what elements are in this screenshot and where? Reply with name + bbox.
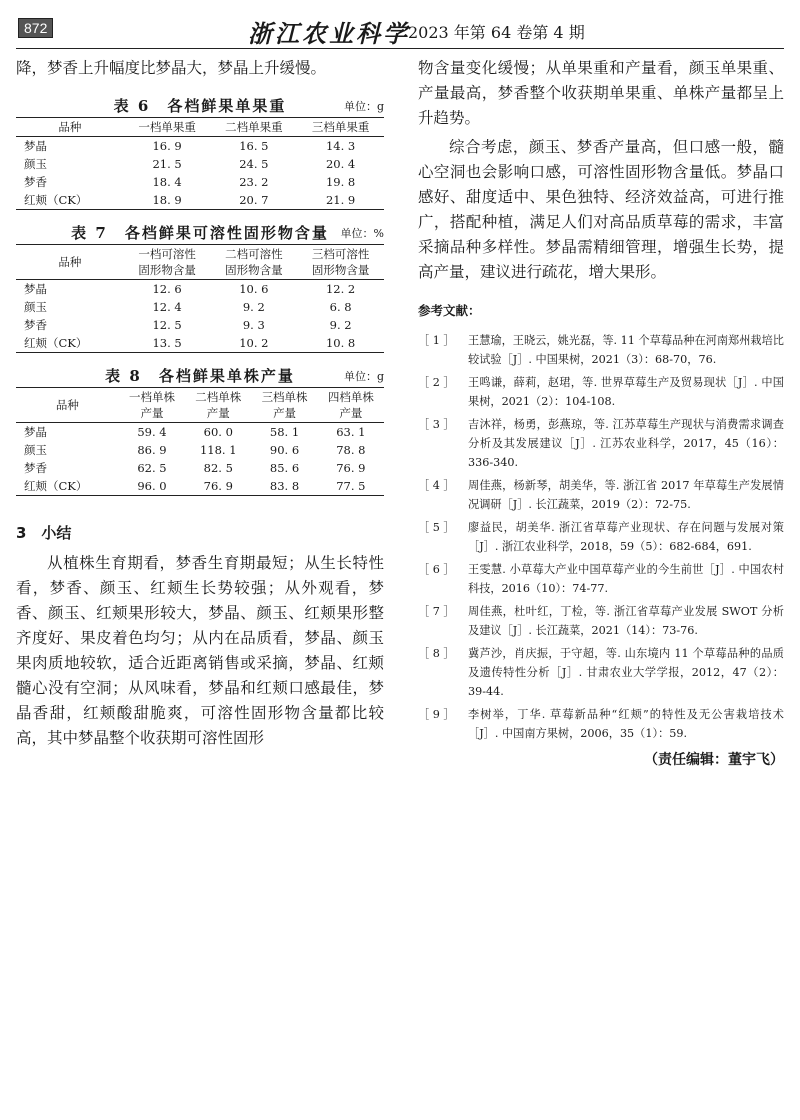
column-header: 四档单株 产量	[318, 388, 384, 423]
table8-title: 表 8 各档鲜果单株产量	[105, 367, 295, 385]
issue-info: 2023 年第 64 卷第 4 期	[408, 23, 585, 42]
reference-text: 王慧瑜，王晓云，姚光磊，等. 11 个草莓品种在河南郑州栽培比较试验［J］. 中国果树，2021（3）：68-70，76.	[468, 334, 784, 366]
variety-cell: 颜玉	[24, 300, 47, 314]
reference-item	[418, 476, 784, 514]
value-cell: 82. 5	[203, 461, 233, 475]
table-row	[16, 441, 384, 459]
references-title: 参考文献：	[418, 303, 481, 318]
value-cell: 18. 9	[152, 193, 182, 207]
reference-item	[418, 644, 784, 701]
table7	[16, 244, 384, 353]
column-header: 三档单株 产量	[251, 388, 317, 423]
right-column	[418, 56, 784, 769]
reference-number: ［ 7 ］	[418, 605, 455, 618]
value-cell: 83. 8	[269, 479, 300, 493]
reference-item	[418, 415, 784, 472]
column-header: 三档可溶性 固形物含量	[297, 245, 384, 280]
table-row	[16, 459, 384, 477]
reference-text: 周佳燕，杨新琴，胡美华，等. 浙江省 2017 年草莓生产发展情况调研［J］. 长江蔬菜，2019（2）：72-75.	[468, 479, 784, 511]
reference-text: 周佳燕，杜叶红，丁检，等. 浙江省草莓产业发展 SWOT 分析及建议［J］. 长江蔬菜，2021（14）：73-76.	[468, 605, 784, 637]
reference-item	[418, 331, 784, 369]
reference-item	[418, 705, 784, 743]
left-column	[16, 56, 384, 751]
column-header: 三档单果重	[297, 118, 384, 137]
reference-item	[418, 518, 784, 556]
value-cell: 19. 8	[325, 175, 356, 189]
table8-unit: 单位：g	[343, 370, 384, 383]
reference-item	[418, 373, 784, 411]
value-cell: 24. 5	[239, 157, 269, 171]
table-row	[16, 280, 384, 299]
table7-caption	[16, 222, 384, 244]
conclusion-text: 从植株生育期看，梦香生育期最短；从生长特性看，梦香、颜玉、红颊生长势较强；从外观看，梦香、颜玉、红颊果形较大，梦晶、颜玉、红颊果形整齐度好、果皮着色均匀；从内在品质看，梦晶、颜玉果肉质地较软，适合近距离销售或采摘，梦晶、红颊髓心没有空洞；从风味看，梦晶和红颊口感最佳，梦晶香甜，红颊酸甜脆爽，可溶性固形物含量都比较高，其中梦晶整个收获期可溶性固形	[16, 554, 384, 747]
value-cell: 12. 4	[152, 300, 182, 314]
value-cell: 20. 7	[239, 193, 269, 207]
variety-cell: 红颊（CK）	[24, 336, 88, 350]
references-list	[418, 331, 784, 743]
table-row	[16, 173, 384, 191]
value-cell: 12. 6	[152, 282, 182, 296]
column-header: 二档单果重	[210, 118, 297, 137]
reference-number: ［ 1 ］	[418, 334, 455, 347]
value-cell: 10. 6	[239, 282, 269, 296]
value-cell: 78. 8	[336, 443, 366, 457]
reference-number: ［ 8 ］	[418, 647, 455, 660]
value-cell: 12. 5	[152, 318, 182, 332]
column-header: 二档单株 产量	[185, 388, 251, 423]
reference-text: 吉沐祥，杨勇，彭燕琼，等. 江苏草莓生产现状与消费需求调查分析及其发展建议［J］. 江苏农业科学，2017，45（16）：336-340.	[468, 418, 784, 469]
table7-title: 表 7 各档鲜果可溶性固形物含量	[71, 224, 329, 242]
right-para-2: 综合考虑，颜玉、梦香产量高，但口感一般，髓心空洞也会影响口感，可溶性固形物含量低。梦晶口感好、甜度适中、果色独特、经济效益高，可进行推广，搭配种植，满足人们对高品质草莓的需求，丰富采摘品种多样性。梦晶需精细管理，增强生长势，提高产量，建议进行疏花，增大果形。	[418, 138, 784, 281]
value-cell: 9. 2	[329, 318, 352, 332]
value-cell: 23. 2	[239, 175, 269, 189]
variety-cell: 梦晶	[24, 139, 47, 153]
value-cell: 85. 6	[269, 461, 300, 475]
reference-number: ［ 4 ］	[418, 479, 455, 492]
page-header	[16, 14, 784, 49]
value-cell: 63. 1	[336, 425, 366, 439]
reference-number: ［ 9 ］	[418, 708, 455, 721]
table6-unit: 单位：g	[343, 100, 384, 113]
value-cell: 86. 9	[137, 443, 167, 457]
value-cell: 10. 8	[325, 336, 356, 350]
reference-text: 廖益民，胡美华. 浙江省草莓产业现状、存在问题与发展对策［J］. 浙江农业科学，2018，59（5）：682-684，691.	[468, 521, 784, 553]
value-cell: 6. 8	[329, 300, 352, 314]
table-row	[16, 423, 384, 442]
variety-cell: 颜玉	[24, 157, 47, 171]
table-row	[16, 191, 384, 210]
column-header: 品种	[16, 118, 124, 137]
table-row	[16, 334, 384, 353]
value-cell: 118. 1	[199, 443, 237, 457]
value-cell: 10. 2	[239, 336, 269, 350]
table6	[16, 117, 384, 210]
value-cell: 59. 4	[137, 425, 167, 439]
reference-number: ［ 5 ］	[418, 521, 455, 534]
table6-title: 表 6 各档鲜果单果重	[113, 97, 287, 115]
reference-number: ［ 6 ］	[418, 563, 455, 576]
column-header: 一档单株 产量	[119, 388, 185, 423]
value-cell: 20. 4	[325, 157, 356, 171]
value-cell: 18. 4	[152, 175, 182, 189]
column-header: 品种	[16, 388, 119, 423]
value-cell: 21. 9	[325, 193, 356, 207]
reference-text: 王雯慧. 小草莓大产业中国草莓产业的今生前世［J］. 中国农村科技，2016（10）：74-77.	[468, 563, 784, 595]
value-cell: 77. 5	[336, 479, 366, 493]
table-row	[16, 137, 384, 156]
table-row	[16, 298, 384, 316]
intro-text: 降，梦香上升幅度比梦晶大，梦晶上升缓慢。	[16, 59, 327, 77]
reference-text: 冀芦沙，肖庆振，于守超，等. 山东境内 11 个草莓品种的品质及遗传特性分析［J］. 甘肃农业大学学报，2012，47（2）：39-44.	[468, 647, 784, 698]
variety-cell: 红颊（CK）	[24, 479, 88, 493]
column-header: 一档单果重	[124, 118, 211, 137]
table8	[16, 387, 384, 496]
section-title: 3 小结	[16, 524, 72, 542]
reference-item	[418, 602, 784, 640]
reference-item	[418, 560, 784, 598]
table-row	[16, 155, 384, 173]
value-cell: 62. 5	[137, 461, 167, 475]
table8-caption	[16, 365, 384, 387]
journal-title: 浙江农业科学	[248, 20, 410, 48]
value-cell: 60. 0	[203, 425, 233, 439]
variety-cell: 梦晶	[24, 425, 47, 439]
value-cell: 21. 5	[152, 157, 182, 171]
value-cell: 96. 0	[137, 479, 167, 493]
column-header: 二档可溶性 固形物含量	[210, 245, 297, 280]
variety-cell: 梦香	[24, 318, 47, 332]
variety-cell: 梦晶	[24, 282, 47, 296]
value-cell: 9. 3	[242, 318, 265, 332]
column-header: 品种	[16, 245, 124, 280]
table-row	[16, 316, 384, 334]
value-cell: 16. 5	[239, 139, 269, 153]
value-cell: 16. 9	[152, 139, 182, 153]
value-cell: 90. 6	[269, 443, 300, 457]
value-cell: 76. 9	[336, 461, 366, 475]
table6-caption	[16, 95, 384, 117]
reference-text: 李树举，丁华. 草莓新品种“红颊”的特性及无公害栽培技术［J］. 中国南方果树，2006，35（1）：59.	[468, 708, 784, 740]
variety-cell: 颜玉	[24, 443, 47, 457]
variety-cell: 红颊（CK）	[24, 193, 88, 207]
reference-text: 王鸣谦，薛莉，赵珺，等. 世界草莓生产及贸易现状［J］. 中国果树，2021（2）：104-108.	[468, 376, 784, 408]
right-para-1: 物含量变化缓慢；从单果重和产量看，颜玉单果重、产量最高，梦香整个收获期单果重、单株产量都呈上升趋势。	[418, 59, 784, 127]
reference-number: ［ 2 ］	[418, 376, 455, 389]
value-cell: 76. 9	[203, 479, 233, 493]
value-cell: 12. 2	[325, 282, 356, 296]
editor-note: （责任编辑：董宇飞）	[644, 752, 784, 768]
reference-number: ［ 3 ］	[418, 418, 455, 431]
variety-cell: 梦香	[24, 461, 47, 475]
variety-cell: 梦香	[24, 175, 47, 189]
table-row	[16, 477, 384, 496]
page-number: 872	[18, 18, 53, 38]
value-cell: 14. 3	[325, 139, 356, 153]
table7-unit: 单位：%	[340, 227, 384, 240]
value-cell: 9. 2	[242, 300, 265, 314]
column-header: 一档可溶性 固形物含量	[124, 245, 211, 280]
value-cell: 13. 5	[152, 336, 182, 350]
value-cell: 58. 1	[269, 425, 300, 439]
